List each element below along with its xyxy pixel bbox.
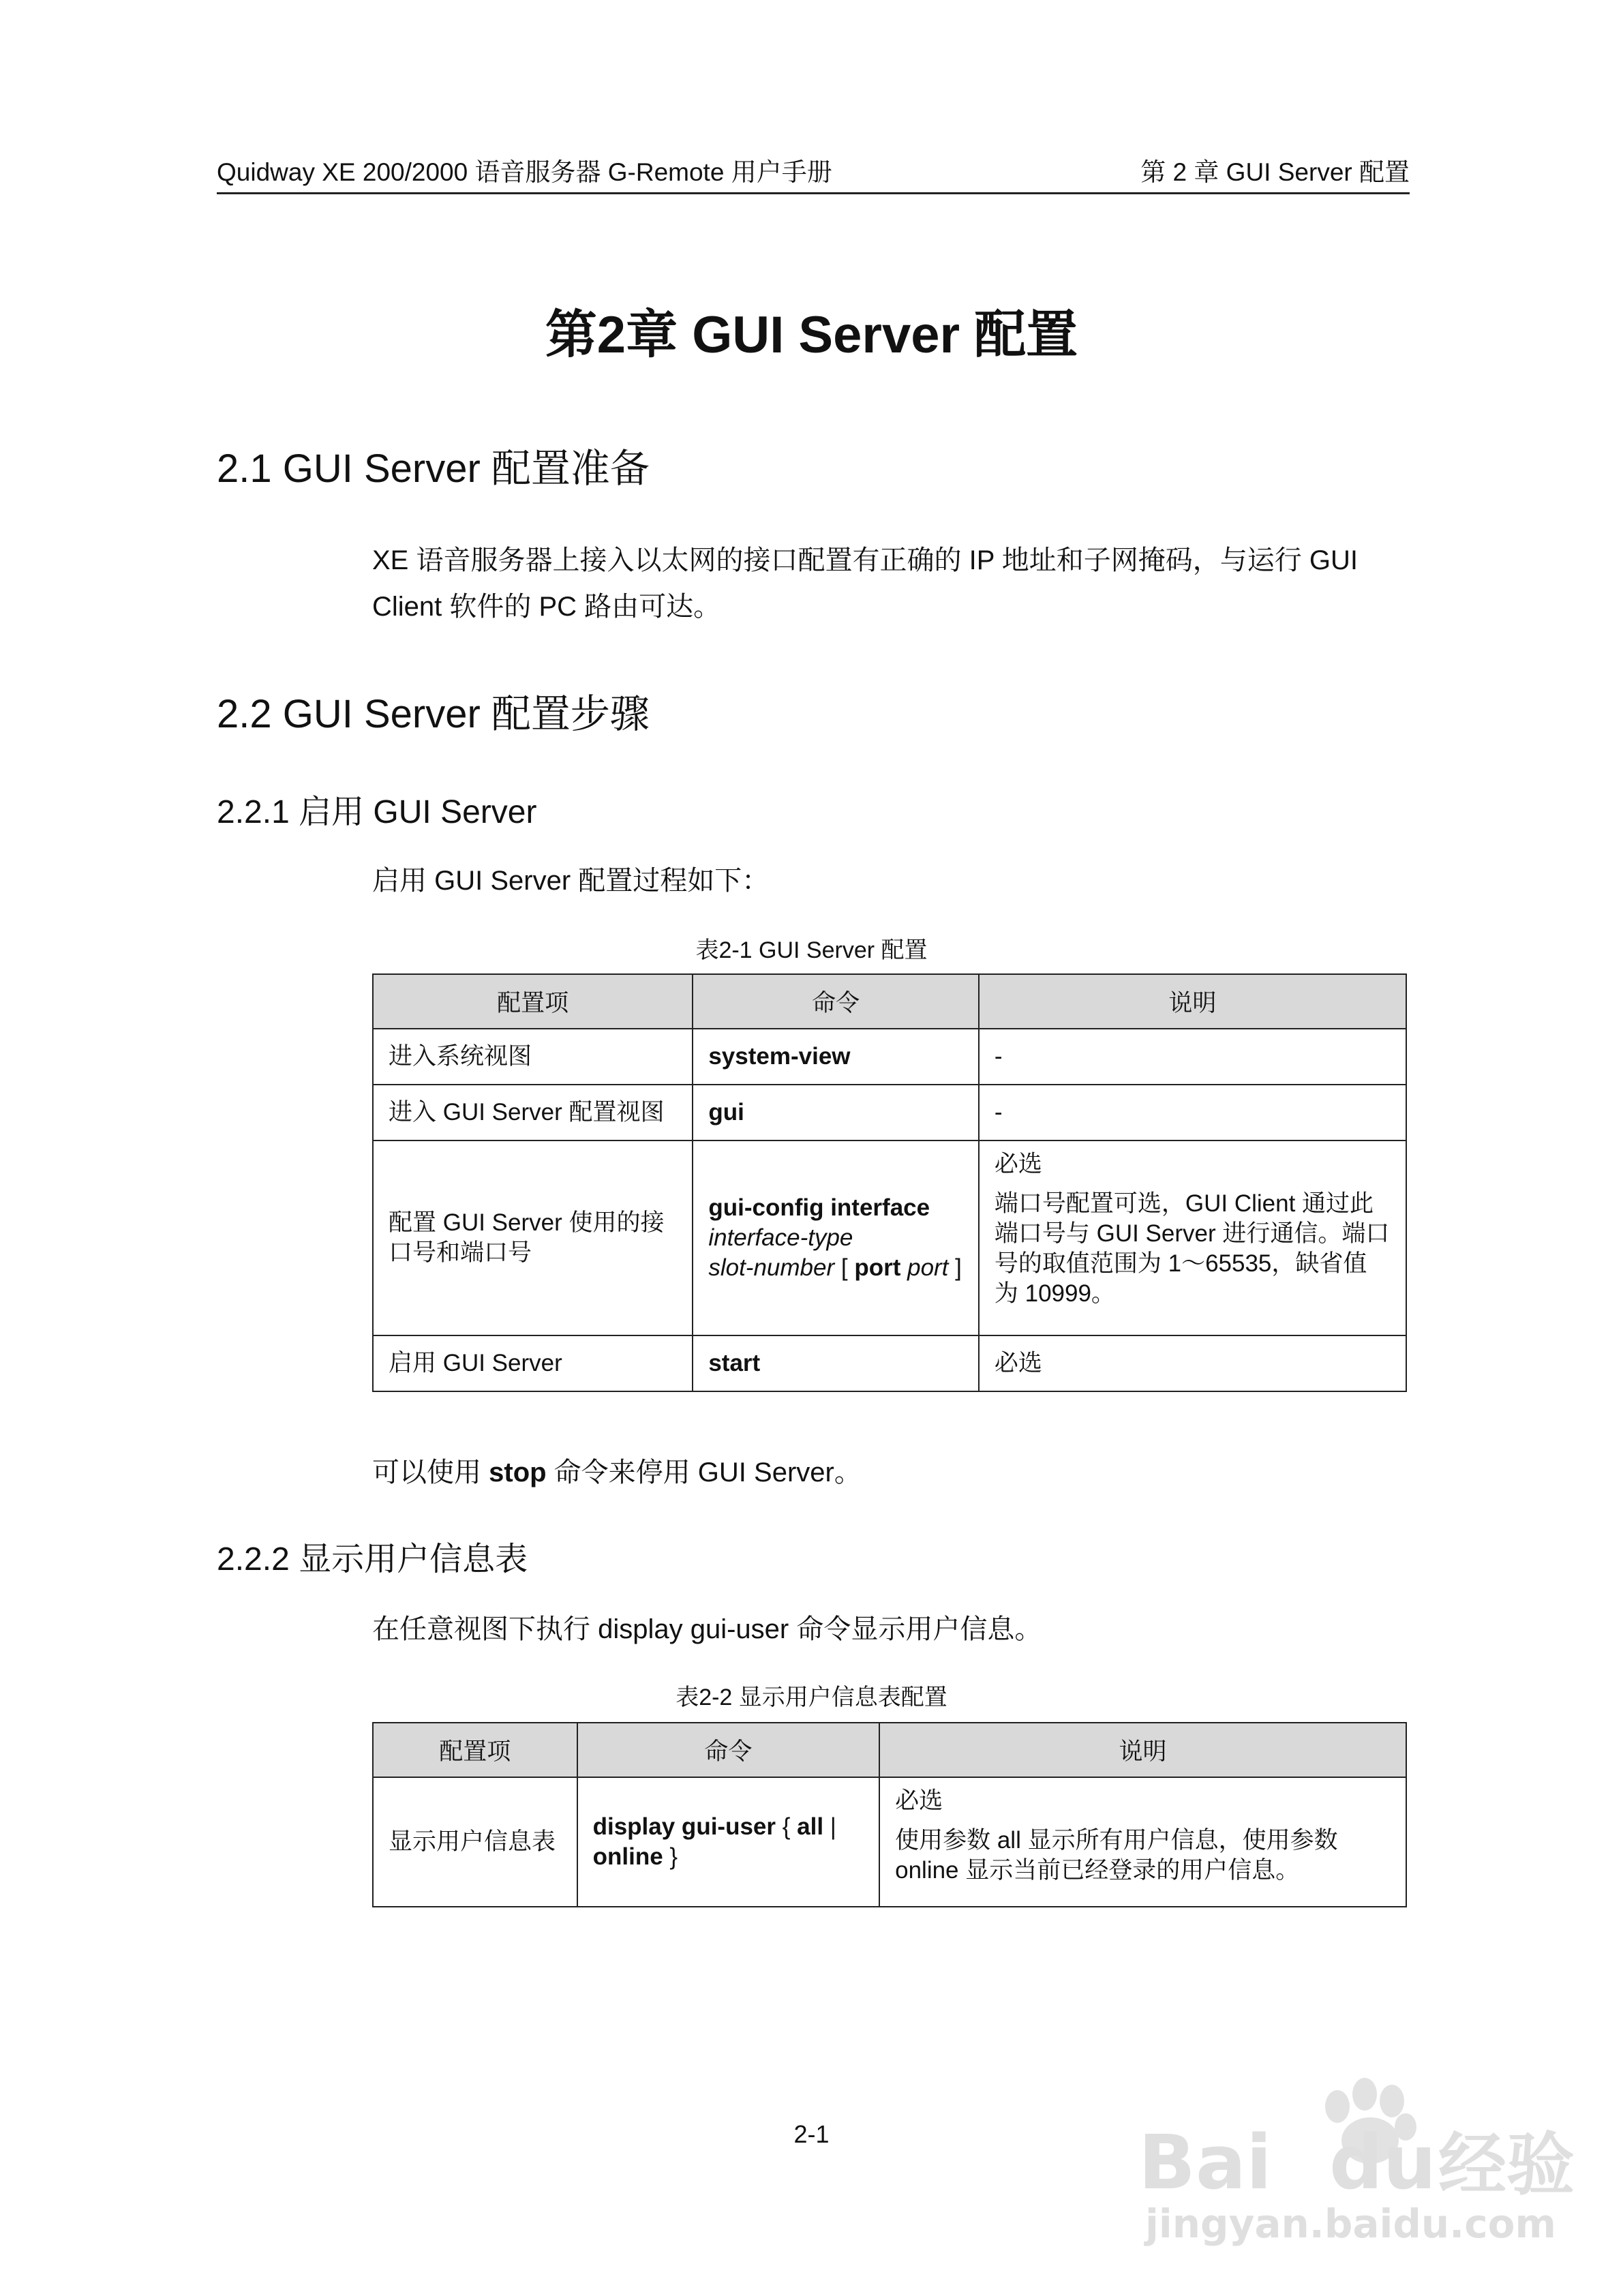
stop-note <box>372 1449 1408 1496</box>
config-item-cell: 进入系统视图 <box>373 1029 693 1085</box>
header-left: Quidway XE 200/2000 语音服务器 G-Remote 用户手册 <box>217 158 832 186</box>
command-argument: slot-number <box>708 1254 835 1281</box>
description-required: 必选 <box>895 1787 943 1814</box>
command-bracket: [ <box>834 1254 855 1281</box>
chapter-title: 第2章 GUI Server 配置 <box>545 306 1078 364</box>
table-row <box>373 1777 1406 1907</box>
section-2-1-paragraph: XE 语音服务器上接入以太网的接口配置有正确的 IP 地址和子网掩码，与运行 GUI Client 软件的 PC 路由可达。 <box>372 545 1358 622</box>
header-right: 第 2 章 GUI Server 配置 <box>1140 158 1410 186</box>
command-cell: start <box>693 1335 979 1391</box>
command-option: online <box>592 1843 663 1870</box>
config-item-cell: 配置 GUI Server 使用的接口号和端口号 <box>373 1141 693 1335</box>
config-item-cell: 进入 GUI Server 配置视图 <box>373 1085 693 1141</box>
column-header: 命令 <box>577 1723 880 1777</box>
table-2-2-caption: 表2-2 显示用户信息表配置 <box>676 1685 947 1710</box>
stop-note-prefix: 可以使用 <box>372 1457 489 1487</box>
table-2-1 <box>372 973 1407 1392</box>
stop-note-suffix: 命令来停用 GUI Server。 <box>546 1457 862 1487</box>
section-2-2-1-intro: 启用 GUI Server 配置过程如下： <box>372 866 770 896</box>
watermark-suffix: 经验 <box>1438 2125 1575 2205</box>
section-2-2-1-title: 2.2.1 启用 GUI Server <box>217 794 537 830</box>
command-argument: interface-type <box>708 1224 853 1251</box>
description-cell <box>979 1141 1406 1335</box>
description-cell <box>879 1777 1406 1907</box>
command-cell <box>693 1141 979 1335</box>
table-row <box>373 1085 1406 1141</box>
watermark-brand: Bai <box>1138 2119 1272 2206</box>
section-2-1-title: 2.1 GUI Server 配置准备 <box>217 447 650 491</box>
stop-command: stop <box>489 1457 547 1487</box>
baidu-jingyan-watermark <box>1125 2059 1588 2250</box>
table-2-1-caption: 表2-1 GUI Server 配置 <box>695 937 928 963</box>
table-row <box>373 1141 1406 1335</box>
command-bracket: ] <box>948 1254 962 1281</box>
description-detail: 端口号配置可选，GUI Client 通过此端口号与 GUI Server 进行通信。端口号的取值范围为 1～65535，缺省值为 10999。 <box>994 1190 1390 1307</box>
watermark-brand-du: du <box>1329 2119 1437 2206</box>
column-header: 说明 <box>879 1723 1406 1777</box>
config-item-cell: 显示用户信息表 <box>373 1777 577 1907</box>
command-pipe: | <box>823 1813 836 1840</box>
command-argument-line <box>708 1253 963 1283</box>
config-item-cell: 启用 GUI Server <box>373 1335 693 1391</box>
command-cell <box>577 1777 880 1907</box>
column-header: 说明 <box>979 974 1406 1029</box>
column-header: 配置项 <box>373 1723 577 1777</box>
section-2-2-title: 2.2 GUI Server 配置步骤 <box>217 692 650 736</box>
table-row <box>373 1029 1406 1085</box>
command-argument: port <box>900 1254 949 1281</box>
command-cell: system-view <box>693 1029 979 1085</box>
command-keyword: display gui-user <box>592 1813 776 1840</box>
command-keyword: port <box>854 1254 901 1281</box>
table-header-row <box>373 974 1406 1029</box>
command-cell: gui <box>693 1085 979 1141</box>
command-option: all <box>797 1813 824 1840</box>
description-required: 必选 <box>994 1151 1042 1177</box>
description-cell: - <box>979 1085 1406 1141</box>
command-keyword: gui-config interface <box>708 1194 930 1221</box>
description-detail: 使用参数 all 显示所有用户信息，使用参数 online 显示当前已经登录的用户信息。 <box>895 1827 1338 1884</box>
description-cell: 必选 <box>979 1335 1406 1391</box>
section-2-2-2-title: 2.2.2 显示用户信息表 <box>217 1541 528 1577</box>
page-header <box>217 151 1410 194</box>
command-brace: } <box>663 1843 678 1870</box>
table-row <box>373 1335 1406 1391</box>
section-2-2-2-intro: 在任意视图下执行 display gui-user 命令显示用户信息。 <box>372 1614 1042 1644</box>
description-cell: - <box>979 1029 1406 1085</box>
page-number: 2-1 <box>793 2120 830 2148</box>
table-header-row <box>373 1723 1406 1777</box>
command-brace: { <box>776 1813 798 1840</box>
column-header: 配置项 <box>373 974 693 1029</box>
watermark-url: jingyan.baidu.com <box>1145 2201 1556 2247</box>
table-2-2 <box>372 1722 1407 1907</box>
column-header: 命令 <box>693 974 979 1029</box>
